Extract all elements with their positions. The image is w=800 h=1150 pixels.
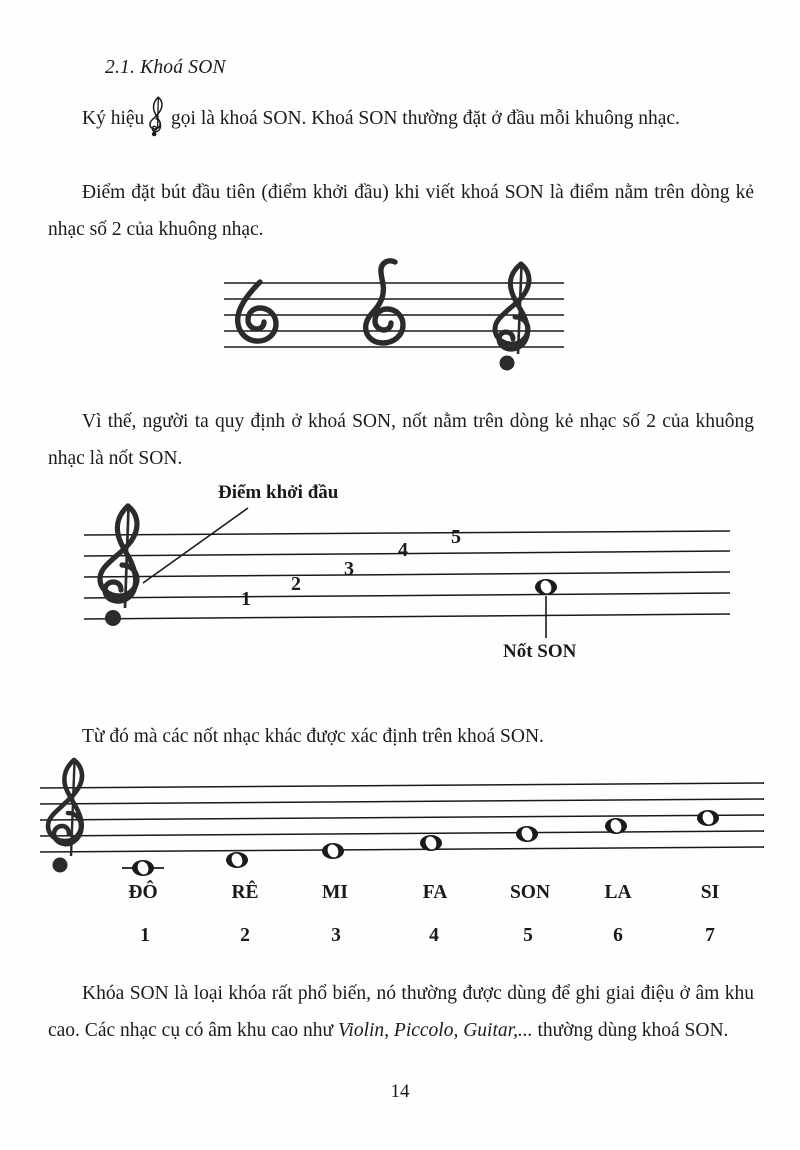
scale-name-3: MI [322,882,348,903]
paragraph-4-text: Từ đó mà các nốt nhạc khác được xác định trên khoá SON. [82,726,544,747]
whole-note-re [226,852,248,868]
whole-note-do [122,860,164,876]
paragraph-4 [48,718,754,755]
figure-clef-drawing-stages [224,250,564,390]
leader-line-start-point [143,508,248,583]
page-number: 14 [390,1081,410,1102]
scale-degree-2: 2 [240,925,250,946]
scale-degree-5: 5 [523,925,533,946]
whole-note-mi [322,843,344,859]
whole-note-la [605,818,627,834]
paragraph-1-text-after-clef: gọi là khoá SON. Khoá SON thường đặt ở đầu mỗi khuông nhạc. [166,108,680,129]
clef-stage-3 [495,264,529,371]
scale-name-1: ĐÔ [128,882,158,903]
scale-name-2: RÊ [231,882,259,903]
scale-degree-6: 6 [613,925,623,946]
paragraph-3-text: Vì thế, người ta quy định ở khoá SON, nốt nằm trên dòng kẻ nhạc số 2 của khuông nhạc là nốt SON. [48,411,754,469]
scale-name-4: FA [422,882,448,903]
clef-stage-1 [238,282,276,341]
label-note-son: Nốt SON [503,641,577,662]
whole-note-son [516,826,538,842]
scale-degree-row [40,925,764,955]
whole-note-son [535,579,557,595]
whole-note-si [697,810,719,826]
scale-name-5: SON [509,882,551,903]
scale-degree-1: 1 [140,925,150,946]
section-heading: 2.1. Khoá SON [105,57,226,78]
staff-lines [40,783,764,852]
staff-line-number-5: 5 [451,526,461,548]
paragraph-2 [48,174,754,248]
staff-line-number-4: 4 [398,539,408,561]
paragraph-1 [48,100,754,137]
scale-name-7: SI [700,882,720,903]
staff-line-number-1: 1 [241,588,251,610]
scale-degree-3: 3 [331,925,341,946]
staff-line-number-2: 2 [291,573,301,595]
treble-clef-icon [48,760,82,873]
scale-note-name-row [40,882,764,912]
scale-name-6: LA [604,882,632,903]
whole-note-fa [420,835,442,851]
paragraph-1-text-before-clef: Ký hiệu [82,108,150,129]
paragraph-2-text: Điểm đặt bút đầu tiên (điểm khởi đầu) khi viết khoá SON là điểm nằm trên dòng kẻ nhạc số 2 của khuông nhạc. [48,182,754,240]
staff-line-number-3: 3 [344,558,354,580]
paragraph-3 [48,403,754,477]
treble-clef-icon [100,506,137,626]
scale-degree-7: 7 [705,925,715,946]
figure-start-point [70,478,730,678]
paragraph-5 [48,975,754,1049]
scale-degree-4: 4 [429,925,439,946]
paragraph-5-text-a: Khóa SON là loại khóa rất phổ biến, nó thường được dùng để ghi giai điệu ở âm khu cao. Các nhạc cụ có âm khu cao như [48,983,754,1041]
label-start-point: Điểm khởi đầu [218,482,339,503]
paragraph-5-text-b: thường dùng khoá SON. [532,1020,729,1041]
paragraph-5-instruments: Violin, Piccolo, Guitar,... [337,1020,533,1041]
